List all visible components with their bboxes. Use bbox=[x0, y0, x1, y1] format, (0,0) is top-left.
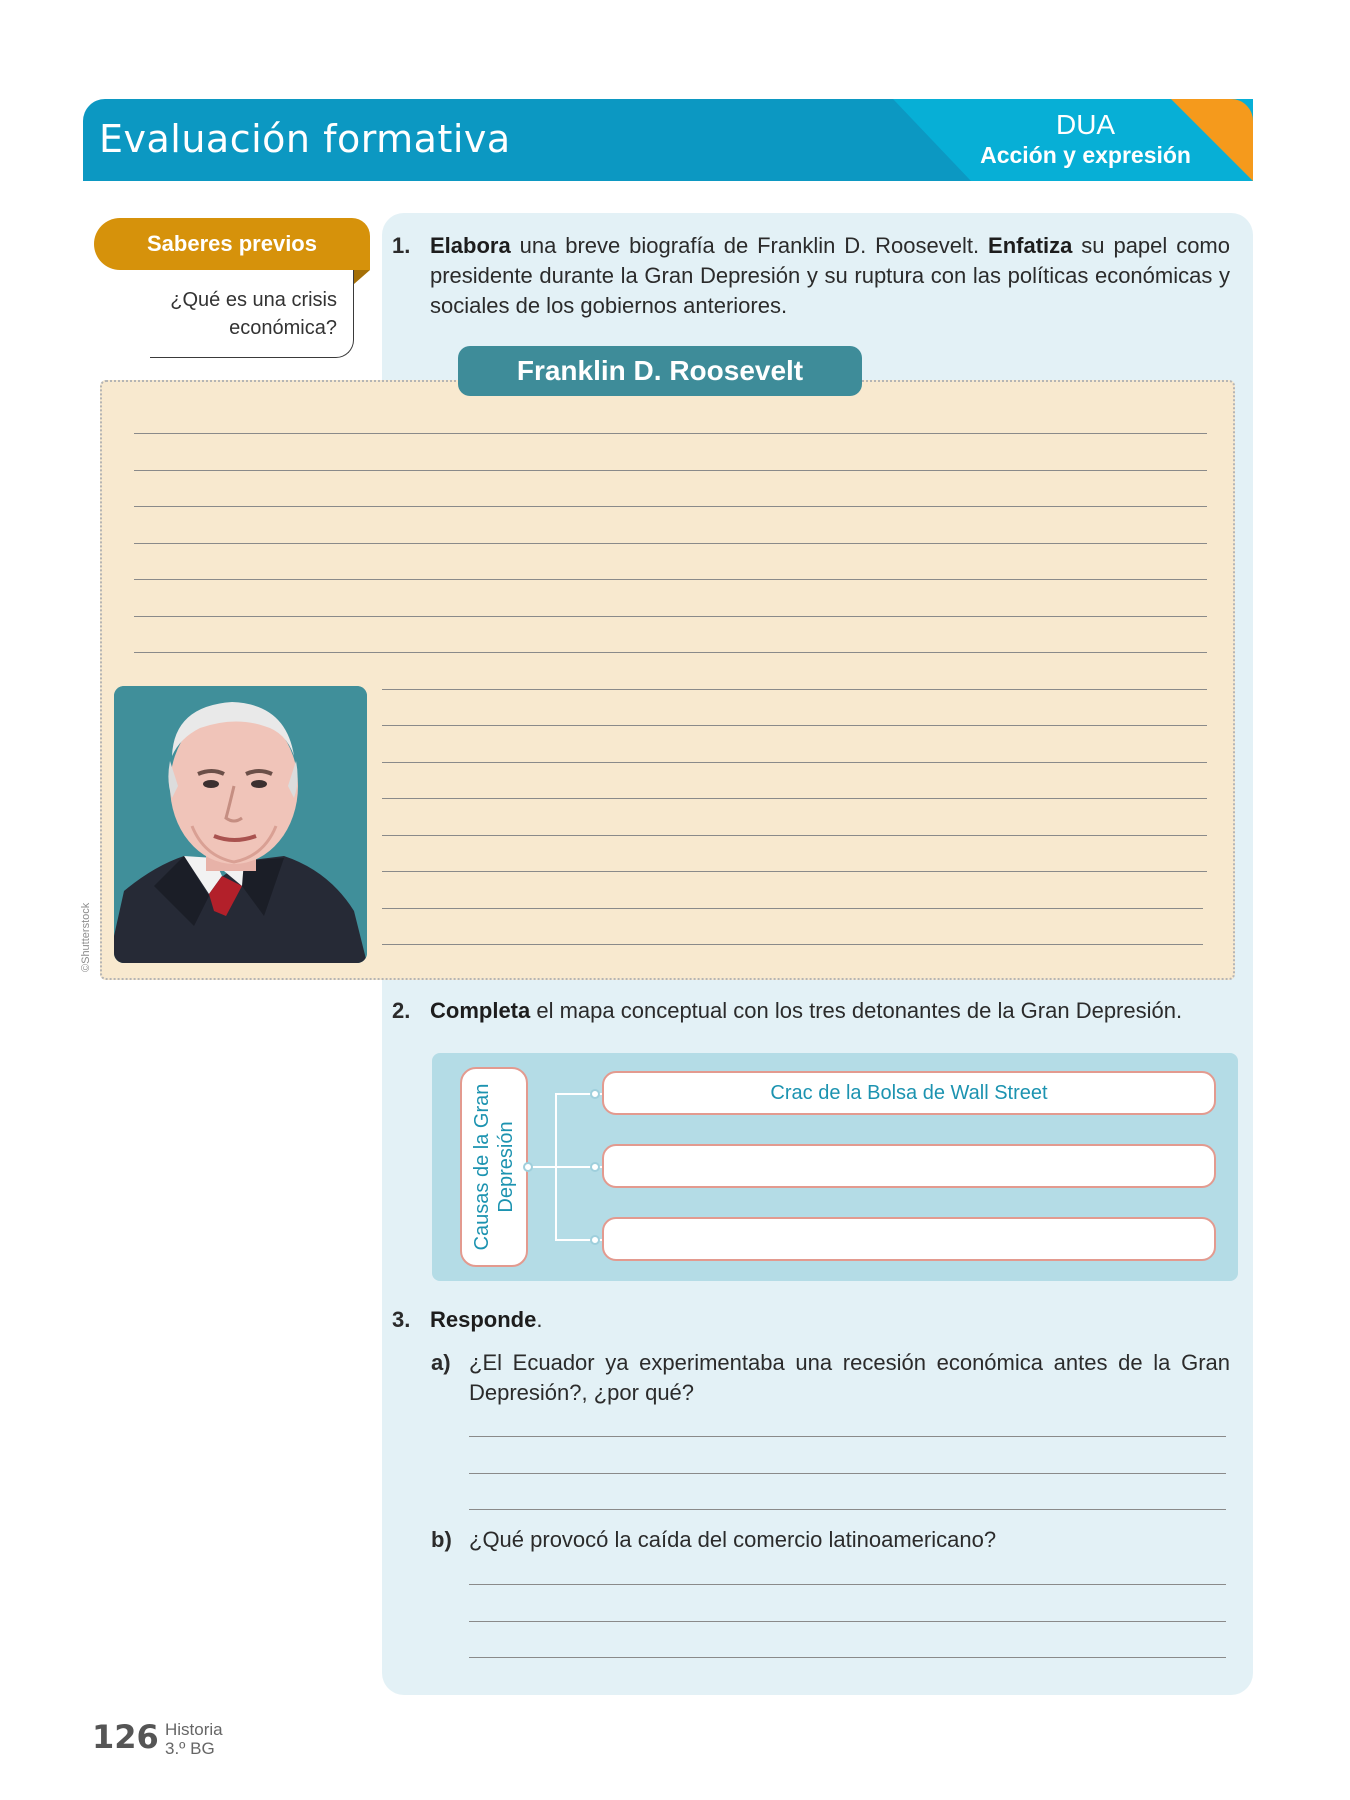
dua-badge bbox=[980, 109, 1191, 169]
connector-dot bbox=[523, 1162, 533, 1172]
question-3b-label: b) bbox=[431, 1527, 452, 1552]
writing-line bbox=[134, 616, 1207, 617]
question-1-verb2: Enfatiza bbox=[988, 233, 1073, 258]
saberes-question-line1: ¿Qué es una crisis bbox=[170, 289, 337, 311]
page-number: 126 bbox=[92, 1718, 159, 1756]
question-3a-label: a) bbox=[431, 1350, 451, 1375]
question-2 bbox=[392, 996, 1230, 1026]
writing-line bbox=[134, 579, 1207, 580]
question-3-number: 3. bbox=[392, 1307, 411, 1332]
answer-line-b2[interactable] bbox=[469, 1621, 1226, 1622]
answer-line-a1[interactable] bbox=[469, 1436, 1226, 1437]
writing-line bbox=[134, 433, 1207, 434]
writing-line bbox=[382, 835, 1207, 836]
question-3-period: . bbox=[536, 1307, 543, 1332]
concept-map-box-1: Crac de la Bolsa de Wall Street bbox=[602, 1071, 1216, 1115]
dua-title: DUA bbox=[1055, 109, 1116, 140]
question-1 bbox=[392, 231, 1230, 321]
question-2-number: 2. bbox=[392, 998, 411, 1023]
question-1-text2: su papel como presidente durante la Gran Depresión y su ruptura con las políticas económicas y sociales de los gobiernos anteriores. bbox=[430, 233, 1230, 318]
writing-line bbox=[134, 506, 1207, 507]
footer-subject: Historia bbox=[165, 1720, 223, 1739]
concept-map-box-2[interactable] bbox=[602, 1144, 1216, 1188]
writing-line bbox=[382, 871, 1207, 872]
question-1-verb1: Elabora bbox=[430, 233, 511, 258]
writing-line bbox=[134, 543, 1207, 544]
writing-line bbox=[382, 725, 1207, 726]
writing-line bbox=[134, 652, 1207, 653]
connector-dot bbox=[590, 1235, 600, 1245]
writing-line bbox=[382, 689, 1207, 690]
footer-meta bbox=[165, 1720, 223, 1758]
image-credit: ©Shutterstock bbox=[80, 902, 92, 972]
answer-line-b1[interactable] bbox=[469, 1584, 1226, 1585]
question-3-verb: Responde bbox=[430, 1307, 537, 1332]
footer-grade: 3.º BG bbox=[165, 1739, 215, 1758]
writing-line bbox=[382, 798, 1207, 799]
page-title: Evaluación formativa bbox=[99, 117, 511, 161]
concept-map-root bbox=[460, 1067, 528, 1267]
concept-map bbox=[432, 1053, 1238, 1281]
question-1-number: 1. bbox=[392, 233, 411, 258]
question-3 bbox=[392, 1305, 1230, 1335]
section-header bbox=[83, 99, 1253, 181]
question-3a-text: ¿El Ecuador ya experimentaba una recesión económica antes de la Gran Depresión?, ¿por qué? bbox=[469, 1350, 1230, 1405]
connector-dot bbox=[590, 1162, 600, 1172]
answer-line-a3[interactable] bbox=[469, 1509, 1226, 1510]
connector-dot bbox=[590, 1089, 600, 1099]
saberes-tab-fold bbox=[354, 270, 370, 284]
biography-title-label: Franklin D. Roosevelt bbox=[458, 346, 862, 396]
writing-line bbox=[382, 908, 1203, 909]
writing-line bbox=[382, 944, 1203, 945]
question-2-verb: Completa bbox=[430, 998, 531, 1023]
roosevelt-portrait bbox=[114, 686, 367, 963]
saberes-question-line2: económica? bbox=[229, 317, 337, 339]
question-3b-text: ¿Qué provocó la caída del comercio latinoamericano? bbox=[469, 1527, 997, 1552]
writing-line bbox=[382, 762, 1207, 763]
question-2-text: el mapa conceptual con los tres detonantes de la Gran Depresión. bbox=[530, 998, 1183, 1023]
answer-line-b3[interactable] bbox=[469, 1657, 1226, 1658]
answer-line-a2[interactable] bbox=[469, 1473, 1226, 1474]
saberes-previos-tab: Saberes previos bbox=[94, 218, 370, 270]
dua-subtitle: Acción y expresión bbox=[980, 142, 1191, 168]
concept-map-box-3[interactable] bbox=[602, 1217, 1216, 1261]
question-3a bbox=[431, 1348, 1230, 1408]
roosevelt-portrait-illustration bbox=[114, 686, 367, 963]
question-3b bbox=[431, 1525, 1230, 1555]
writing-line bbox=[134, 470, 1207, 471]
question-1-text1: una breve biografía de Franklin D. Roosevelt. bbox=[510, 233, 989, 258]
saberes-question bbox=[150, 270, 354, 358]
concept-map-root-label: Causas de la Gran Depresión bbox=[471, 1083, 517, 1251]
